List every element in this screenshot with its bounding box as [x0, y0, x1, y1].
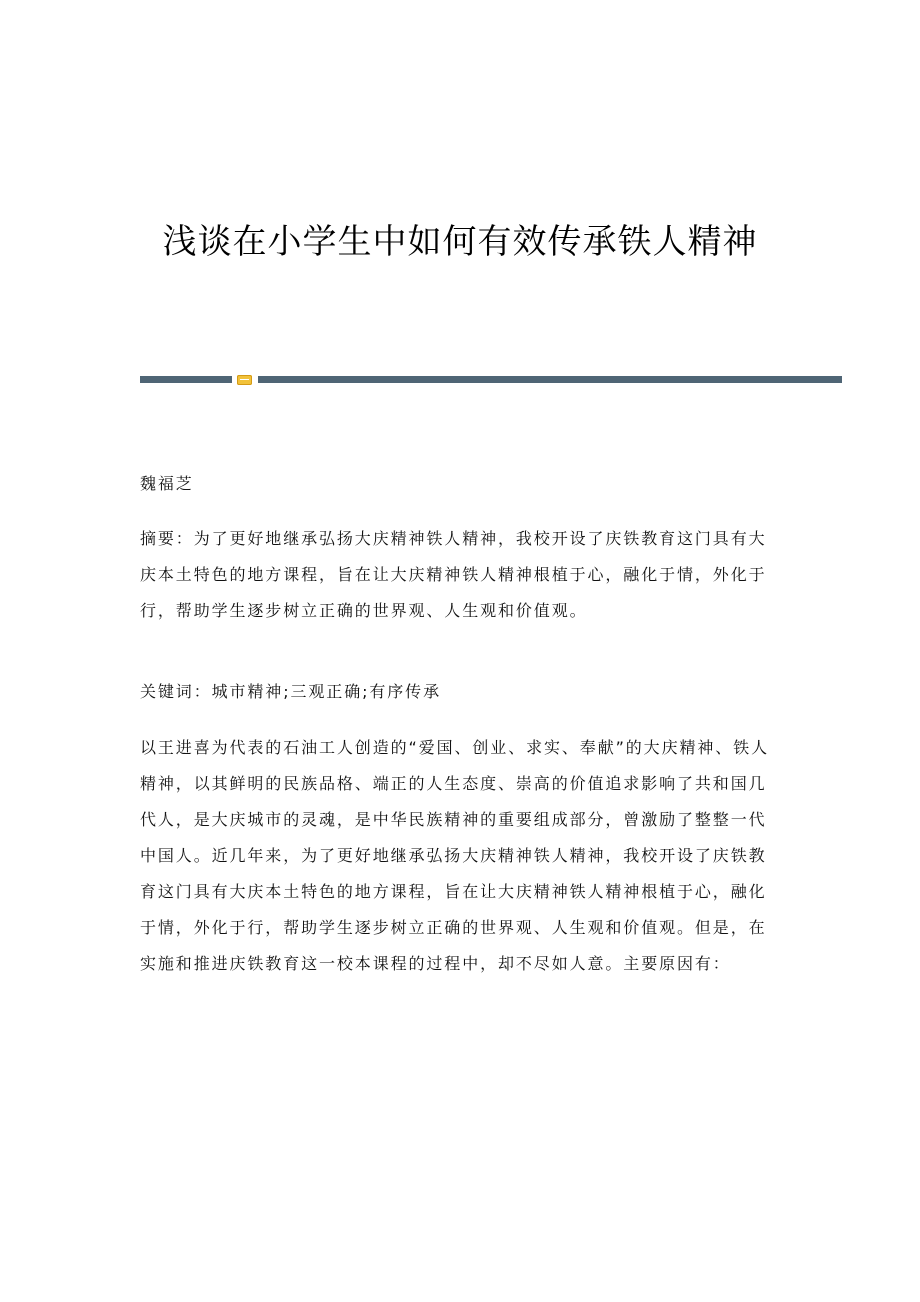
- page-title: 浅谈在小学生中如何有效传承铁人精神: [162, 222, 758, 262]
- divider-bar-left: [140, 376, 232, 383]
- author-name: 魏福芝: [140, 474, 194, 493]
- divider-bar-right: [258, 376, 842, 383]
- abstract-paragraph: 摘要：为了更好地继承弘扬大庆精神铁人精神，我校开设了庆铁教育这门具有大庆本土特色的地方课程，旨在让大庆精神铁人精神根植于心，融化于情，外化于行，帮助学生逐步树立正确的世界观、人生观和价值观。: [140, 529, 767, 620]
- divider-marker-icon: [237, 375, 252, 385]
- keywords-line: 关键词：城市精神;三观正确;有序传承: [140, 682, 441, 701]
- body-paragraph: 以王进喜为代表的石油工人创造的“爱国、创业、求实、奉献”的大庆精神、铁人精神，以其鲜明的民族品格、端正的人生态度、崇高的价值追求影响了共和国几代人，是大庆城市的灵魂，是中华民族精神的重要组成部分，曾激励了整整一代中国人。近几年来，为了更好地继承弘扬大庆精神铁人精神，我校开设了庆铁教育这门具有大庆本土特色的地方课程，旨在让大庆精神铁人精神根植于心，融化于情，外化于行，帮助学生逐步树立正确的世界观、人生观和价值观。但是，在实施和推进庆铁教育这一校本课程的过程中，却不尽如人意。主要原因有：: [140, 738, 769, 973]
- title-divider: [140, 375, 842, 385]
